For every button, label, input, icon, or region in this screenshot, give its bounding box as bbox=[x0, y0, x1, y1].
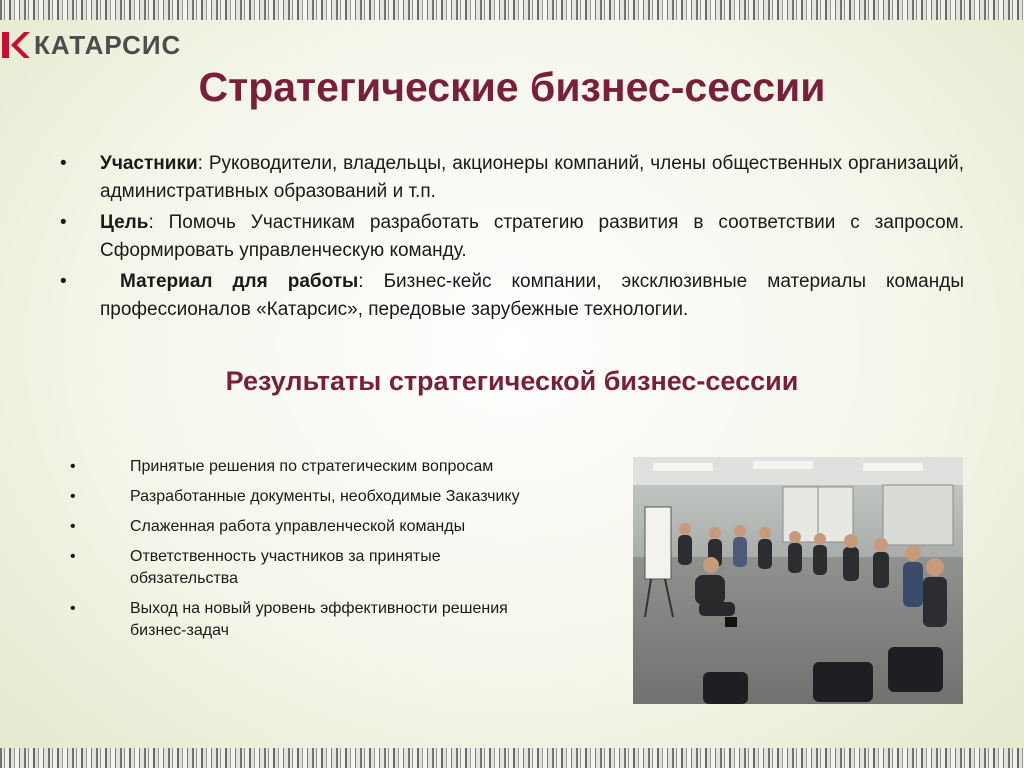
results-heading: Результаты стратегической бизнес-сессии bbox=[225, 366, 799, 396]
bullet: • bbox=[70, 600, 76, 617]
company-logo bbox=[2, 30, 181, 60]
item-text: Бизнес-кейс компании, эксклюзивные материалы команды профессионалов «Катарсис», передовые зарубежные технологии. bbox=[100, 271, 964, 320]
main-list bbox=[60, 150, 964, 327]
item-separator: : bbox=[358, 271, 364, 292]
session-photo bbox=[633, 457, 963, 704]
result-item bbox=[70, 598, 530, 642]
bullet: • bbox=[60, 153, 67, 174]
list-item bbox=[60, 150, 964, 206]
bullet: • bbox=[70, 458, 76, 475]
item-term: Материал для работы bbox=[120, 271, 359, 292]
logo-text: КАТАРСИС bbox=[34, 29, 182, 60]
item-term: Цель bbox=[100, 212, 149, 233]
item-term: Участники bbox=[100, 153, 198, 174]
katarsis-logo-icon bbox=[2, 32, 30, 58]
bullet: • bbox=[60, 212, 67, 233]
result-text: Выход на новый уровень эффективности решения бизнес-задач bbox=[130, 600, 508, 639]
bullet: • bbox=[70, 548, 76, 565]
slide-title: Стратегические бизнес-сессии bbox=[198, 64, 826, 110]
result-text: Слаженная работа управленческой команды bbox=[130, 518, 466, 535]
results-list bbox=[70, 456, 530, 650]
decorative-top-stripe bbox=[0, 0, 1024, 20]
item-separator: : bbox=[148, 212, 154, 233]
bullet: • bbox=[70, 518, 76, 535]
result-item bbox=[70, 456, 530, 478]
bullet: • bbox=[70, 488, 76, 505]
decorative-bottom-stripe bbox=[0, 748, 1024, 768]
item-separator: : bbox=[197, 153, 203, 174]
list-item bbox=[60, 209, 964, 265]
result-item bbox=[70, 486, 530, 508]
result-item bbox=[70, 516, 530, 538]
result-text: Разработанные документы, необходимые Заказчику bbox=[130, 488, 520, 505]
result-item bbox=[70, 546, 530, 590]
item-text: Помочь Участникам разработать стратегию развития в соответствии с запросом. Сформировать управленческую команду. bbox=[100, 212, 964, 261]
session-photo-illustration bbox=[633, 457, 963, 704]
result-text: Ответственность участников за принятые обязательства bbox=[130, 548, 441, 587]
result-text: Принятые решения по стратегическим вопросам bbox=[130, 458, 494, 475]
bullet: • bbox=[60, 271, 67, 292]
item-text: Руководители, владельцы, акционеры компаний, члены общественных организаций, административных образований и т.п. bbox=[100, 153, 964, 202]
list-item bbox=[60, 268, 964, 324]
